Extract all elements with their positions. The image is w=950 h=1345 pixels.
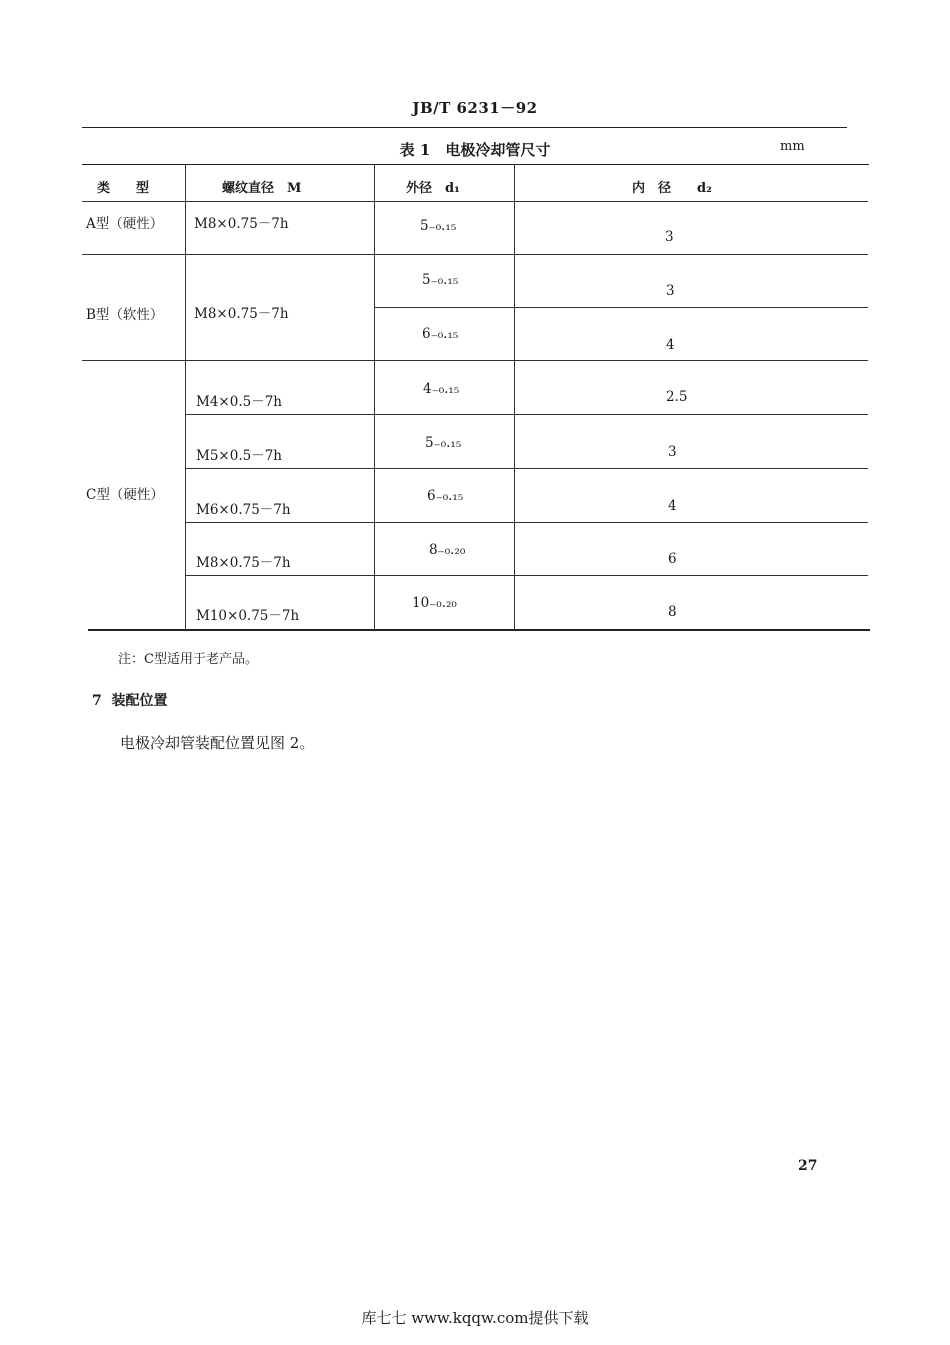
thread-cell: M5×0.5－7h [196, 448, 282, 464]
page-number: 27 [798, 1158, 818, 1174]
thread-cell: M8×0.75－7h [194, 306, 289, 322]
footer-watermark: 库七七 www.kqqw.com提供下载 [361, 1309, 589, 1327]
outer-cell: 8₋₀.₂₀ [429, 542, 466, 558]
body-paragraph: 电极冷却管装配位置见图 2。 [120, 734, 315, 752]
inner-cell: 6 [668, 551, 677, 567]
table-bottom-rule [88, 629, 870, 631]
grid-line [374, 165, 375, 629]
table-unit: mm [780, 139, 805, 154]
grid-line [514, 165, 515, 629]
inner-cell: 3 [665, 229, 674, 245]
outer-cell: 10₋₀.₂₀ [412, 595, 457, 611]
section-heading [92, 690, 168, 710]
grid-line [82, 360, 868, 361]
outer-cell: 5₋₀.₁₅ [425, 435, 462, 451]
standard-header: JB/T 6231－92 [412, 99, 538, 117]
grid-line [186, 468, 868, 469]
inner-cell: 3 [666, 283, 675, 299]
grid-line [186, 522, 868, 523]
outer-cell: 4₋₀.₁₅ [423, 381, 460, 397]
type-a: A型（硬性） [86, 216, 164, 232]
top-rule [82, 127, 847, 128]
table-note: 注：C型适用于老产品。 [118, 652, 258, 667]
col-header-inner: 内 径 d₂ [632, 181, 712, 196]
outer-cell: 6₋₀.₁₅ [422, 326, 459, 342]
section-title: 装配位置 [111, 693, 168, 709]
inner-cell: 3 [668, 444, 677, 460]
col-header-type: 类 型 [97, 181, 150, 196]
col-header-thread: 螺纹直径 M [222, 181, 302, 196]
grid-line [186, 414, 868, 415]
inner-cell: 4 [666, 337, 675, 353]
col-header-outer: 外径 d₁ [406, 181, 460, 196]
outer-cell: 5₋₀.₁₅ [422, 272, 459, 288]
inner-cell: 2.5 [666, 389, 688, 405]
outer-cell: 6₋₀.₁₅ [427, 488, 464, 504]
grid-line [186, 575, 868, 576]
inner-cell: 4 [668, 498, 677, 514]
type-b: B型（软性） [86, 307, 164, 323]
grid-line [82, 254, 868, 255]
grid-line [185, 165, 186, 629]
grid-line [82, 201, 868, 202]
outer-cell: 5₋₀.₁₅ [420, 218, 457, 234]
table-title: 表 1 电极冷却管尺寸 [399, 141, 551, 159]
grid-line [374, 307, 868, 308]
thread-cell: M8×0.75－7h [196, 555, 291, 571]
thread-cell: M6×0.75－7h [196, 502, 291, 518]
thread-cell: M8×0.75－7h [194, 216, 289, 232]
type-c: C型（硬性） [86, 487, 164, 503]
table-top-rule [82, 164, 869, 165]
thread-cell: M10×0.75－7h [196, 608, 300, 624]
inner-cell: 8 [668, 604, 677, 620]
section-number: 7 [92, 693, 102, 709]
thread-cell: M4×0.5－7h [196, 394, 282, 410]
